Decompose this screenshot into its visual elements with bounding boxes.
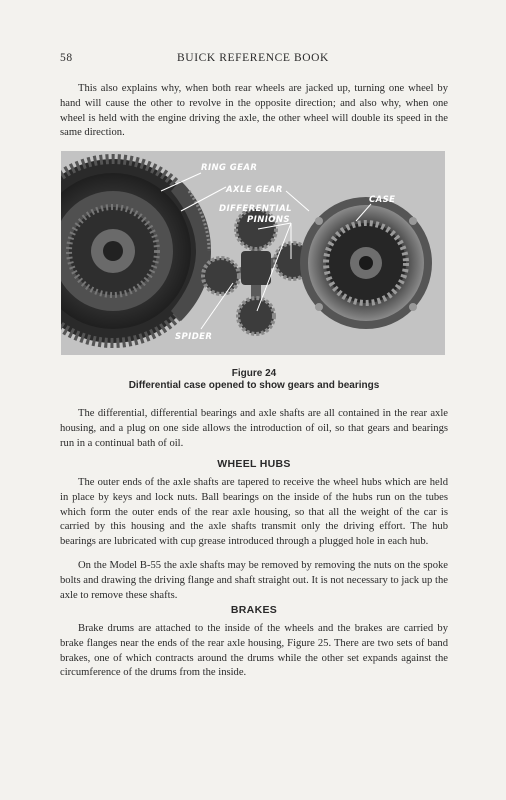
differential-illustration [61, 151, 445, 355]
differential-paragraph: The differential, differential bearings and axle shafts are all contained in the rear axle housing, and a plug on one side allows the introduction of oil, so that gears and bearings run in a continual bath of oil. [60, 408, 448, 449]
intro-paragraph: This also explains why, when both rear wheels are jacked up, turning one wheel by hand will cause the other to revolve in the opposite direction; and also why, when one wheel is held with the engine driving the axle, the other wheel will double its speed in the same direction. [60, 83, 448, 139]
running-head: BUICK REFERENCE BOOK [177, 52, 329, 64]
differential-label: DIFFERENTIAL [219, 204, 292, 214]
brakes-paragraph: Brake drums are attached to the inside of the wheels and the brakes are carried by brake flanges near the ends of the rear axle housing, Figure 25. There are two sets of band brakes, one of which contracts around the drums while the other set expands against the circumference of the drums from the inside. [60, 623, 448, 679]
spider-label: SPIDER [175, 332, 213, 342]
page-number: 58 [60, 52, 73, 64]
ring-gear-label: RING GEAR [201, 163, 258, 173]
differential-photo [61, 151, 445, 355]
case-part [300, 197, 432, 329]
brakes-heading: BRAKES [230, 604, 278, 616]
page-header [60, 52, 446, 68]
pinions-label: PINIONS [247, 215, 290, 225]
wheel-hubs-heading: WHEEL HUBS [217, 458, 291, 470]
hubs-paragraph-2: On the Model B-55 the axle shafts may be removed by removing the nuts on the spoke bolts and drawing the driving flange and shaft straight out. It is not necessary to jack up the axle to remove these shafts. [60, 560, 448, 601]
case-label: CASE [369, 195, 396, 205]
figure-caption: Differential case opened to show gears and bearings [128, 380, 380, 391]
figure-number: Figure 24 [231, 368, 277, 379]
axle-gear-label: AXLE GEAR [226, 185, 283, 195]
hubs-paragraph-1: The outer ends of the axle shafts are tapered to receive the wheel hubs which are held in place by keys and lock nuts. Ball bearings on the inside of the hubs run on the tubes which form the outer ends of the rear axle housing, so that all the weight of the car is carried by this housing and the axle shafts transmit only the driving effort. The hub bearings are lubricated with cup grease introduced through a plugged hole in each hub. [60, 477, 448, 548]
